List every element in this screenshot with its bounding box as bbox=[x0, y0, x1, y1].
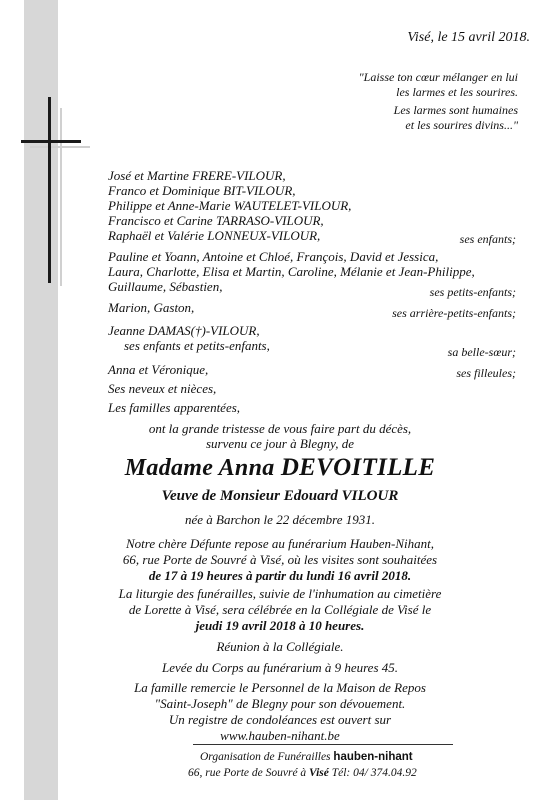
deceased-first-name: Madame Anna bbox=[124, 455, 281, 481]
detail-line: "Saint-Joseph" de Blegny pour son dévouement. bbox=[154, 696, 406, 711]
in-law-role: sa belle-sœur; bbox=[447, 345, 516, 359]
birth-line: née à Barchon le 22 décembre 1931. bbox=[184, 512, 375, 527]
cross-horizontal bbox=[21, 140, 81, 143]
address-tel: Tél: 04/ 374.04.92 bbox=[328, 767, 417, 779]
address-city: Visé bbox=[309, 767, 329, 779]
detail-line: de Lorette à Visé, sera célébrée en la Collégiale de Visé le bbox=[128, 602, 432, 617]
family-line: Pauline et Yoann, Antoine et Chloé, François, David et Jessica, bbox=[108, 249, 439, 264]
children-role: ses enfants; bbox=[459, 232, 516, 246]
footer-organisation bbox=[200, 750, 413, 765]
deceased-name bbox=[0, 454, 560, 482]
funeral-date: jeudi 19 avril 2018 à 10 heures. bbox=[195, 618, 365, 633]
quote-part-2 bbox=[258, 103, 518, 133]
cross-shadow-vertical bbox=[60, 108, 62, 286]
children-list bbox=[108, 168, 351, 243]
notice-date: Visé, le 15 avril 2018. bbox=[407, 30, 530, 45]
register-link[interactable]: www.hauben-nihant.be bbox=[220, 728, 340, 743]
liturgy-block bbox=[0, 586, 560, 634]
register-block bbox=[0, 712, 560, 744]
quote-line: les larmes et les sourires. bbox=[396, 85, 518, 99]
detail-line: 66, rue Porte de Souvré à Visé, où les visites sont souhaitées bbox=[122, 552, 438, 567]
quote-part-1 bbox=[258, 70, 518, 100]
nephews-nieces: Ses neveux et nièces, bbox=[108, 381, 217, 396]
in-law-descendants: ses enfants et petits-enfants, bbox=[124, 338, 270, 353]
cross-vertical bbox=[48, 97, 51, 283]
footer-divider bbox=[193, 744, 453, 745]
goddaughters: Anna et Véronique, bbox=[108, 362, 209, 377]
quote-line: et les sourires divins..." bbox=[405, 118, 518, 132]
family-line: Philippe et Anne-Marie WAUTELET-VILOUR, bbox=[108, 198, 352, 213]
related-families: Les familles apparentées, bbox=[108, 400, 241, 415]
footer-address bbox=[188, 766, 417, 781]
deceased-surname: DEVOITILLE bbox=[280, 454, 436, 481]
family-line: José et Martine FRERE-VILOUR, bbox=[108, 168, 286, 183]
family-line: Francisco et Carine TARRASO-VILOUR, bbox=[108, 213, 324, 228]
family-line: Raphaël et Valérie LONNEUX-VILOUR, bbox=[108, 228, 321, 243]
address-street: 66, rue Porte de Souvré à bbox=[188, 767, 310, 779]
repose-block bbox=[0, 536, 560, 584]
widow-line: Veuve de Monsieur Edouard VILOUR bbox=[161, 488, 399, 504]
great-grandchildren-role: ses arrière-petits-enfants; bbox=[392, 306, 516, 320]
brand-logo-text: hauben-nihant bbox=[333, 751, 413, 763]
announcement-line: survenu ce jour à Blegny, de bbox=[205, 436, 354, 451]
goddaughters-role: ses filleules; bbox=[456, 366, 516, 380]
detail-line: Notre chère Défunte repose au funérarium Hauben-Nihant, bbox=[126, 536, 434, 551]
quote-line: Les larmes sont humaines bbox=[393, 103, 518, 117]
org-prefix: Organisation de Funérailles bbox=[200, 751, 334, 763]
announcement-line: ont la grande tristesse de vous faire part du décès, bbox=[148, 421, 412, 436]
quote-line: "Laisse ton cœur mélanger en lui bbox=[358, 70, 518, 84]
family-line: Laura, Charlotte, Elisa et Martin, Caroline, Mélanie et Jean-Philippe, bbox=[108, 264, 475, 279]
announcement bbox=[0, 421, 560, 451]
family-line: Franco et Dominique BIT-VILOUR, bbox=[108, 183, 296, 198]
cross-shadow-horizontal bbox=[30, 146, 90, 148]
in-law-name: Jeanne DAMAS(†)-VILOUR, bbox=[108, 323, 260, 338]
detail-line: La liturgie des funérailles, suivie de l'inhumation au cimetière bbox=[118, 586, 442, 601]
detail-line: La famille remercie le Personnel de la Maison de Repos bbox=[134, 680, 426, 695]
visit-hours: de 17 à 19 heures à partir du lundi 16 avril 2018. bbox=[148, 568, 412, 583]
levee-line: Levée du Corps au funérarium à 9 heures 45. bbox=[161, 660, 399, 675]
thanks-block bbox=[0, 680, 560, 712]
family-line: Guillaume, Sébastien, bbox=[108, 279, 223, 294]
grandchildren-role: ses petits-enfants; bbox=[429, 285, 516, 299]
grandchildren-list bbox=[108, 249, 475, 294]
meeting-line: Réunion à la Collégiale. bbox=[216, 639, 344, 654]
detail-line: Un registre de condoléances est ouvert sur bbox=[168, 712, 392, 727]
great-grandchildren: Marion, Gaston, bbox=[108, 300, 195, 315]
